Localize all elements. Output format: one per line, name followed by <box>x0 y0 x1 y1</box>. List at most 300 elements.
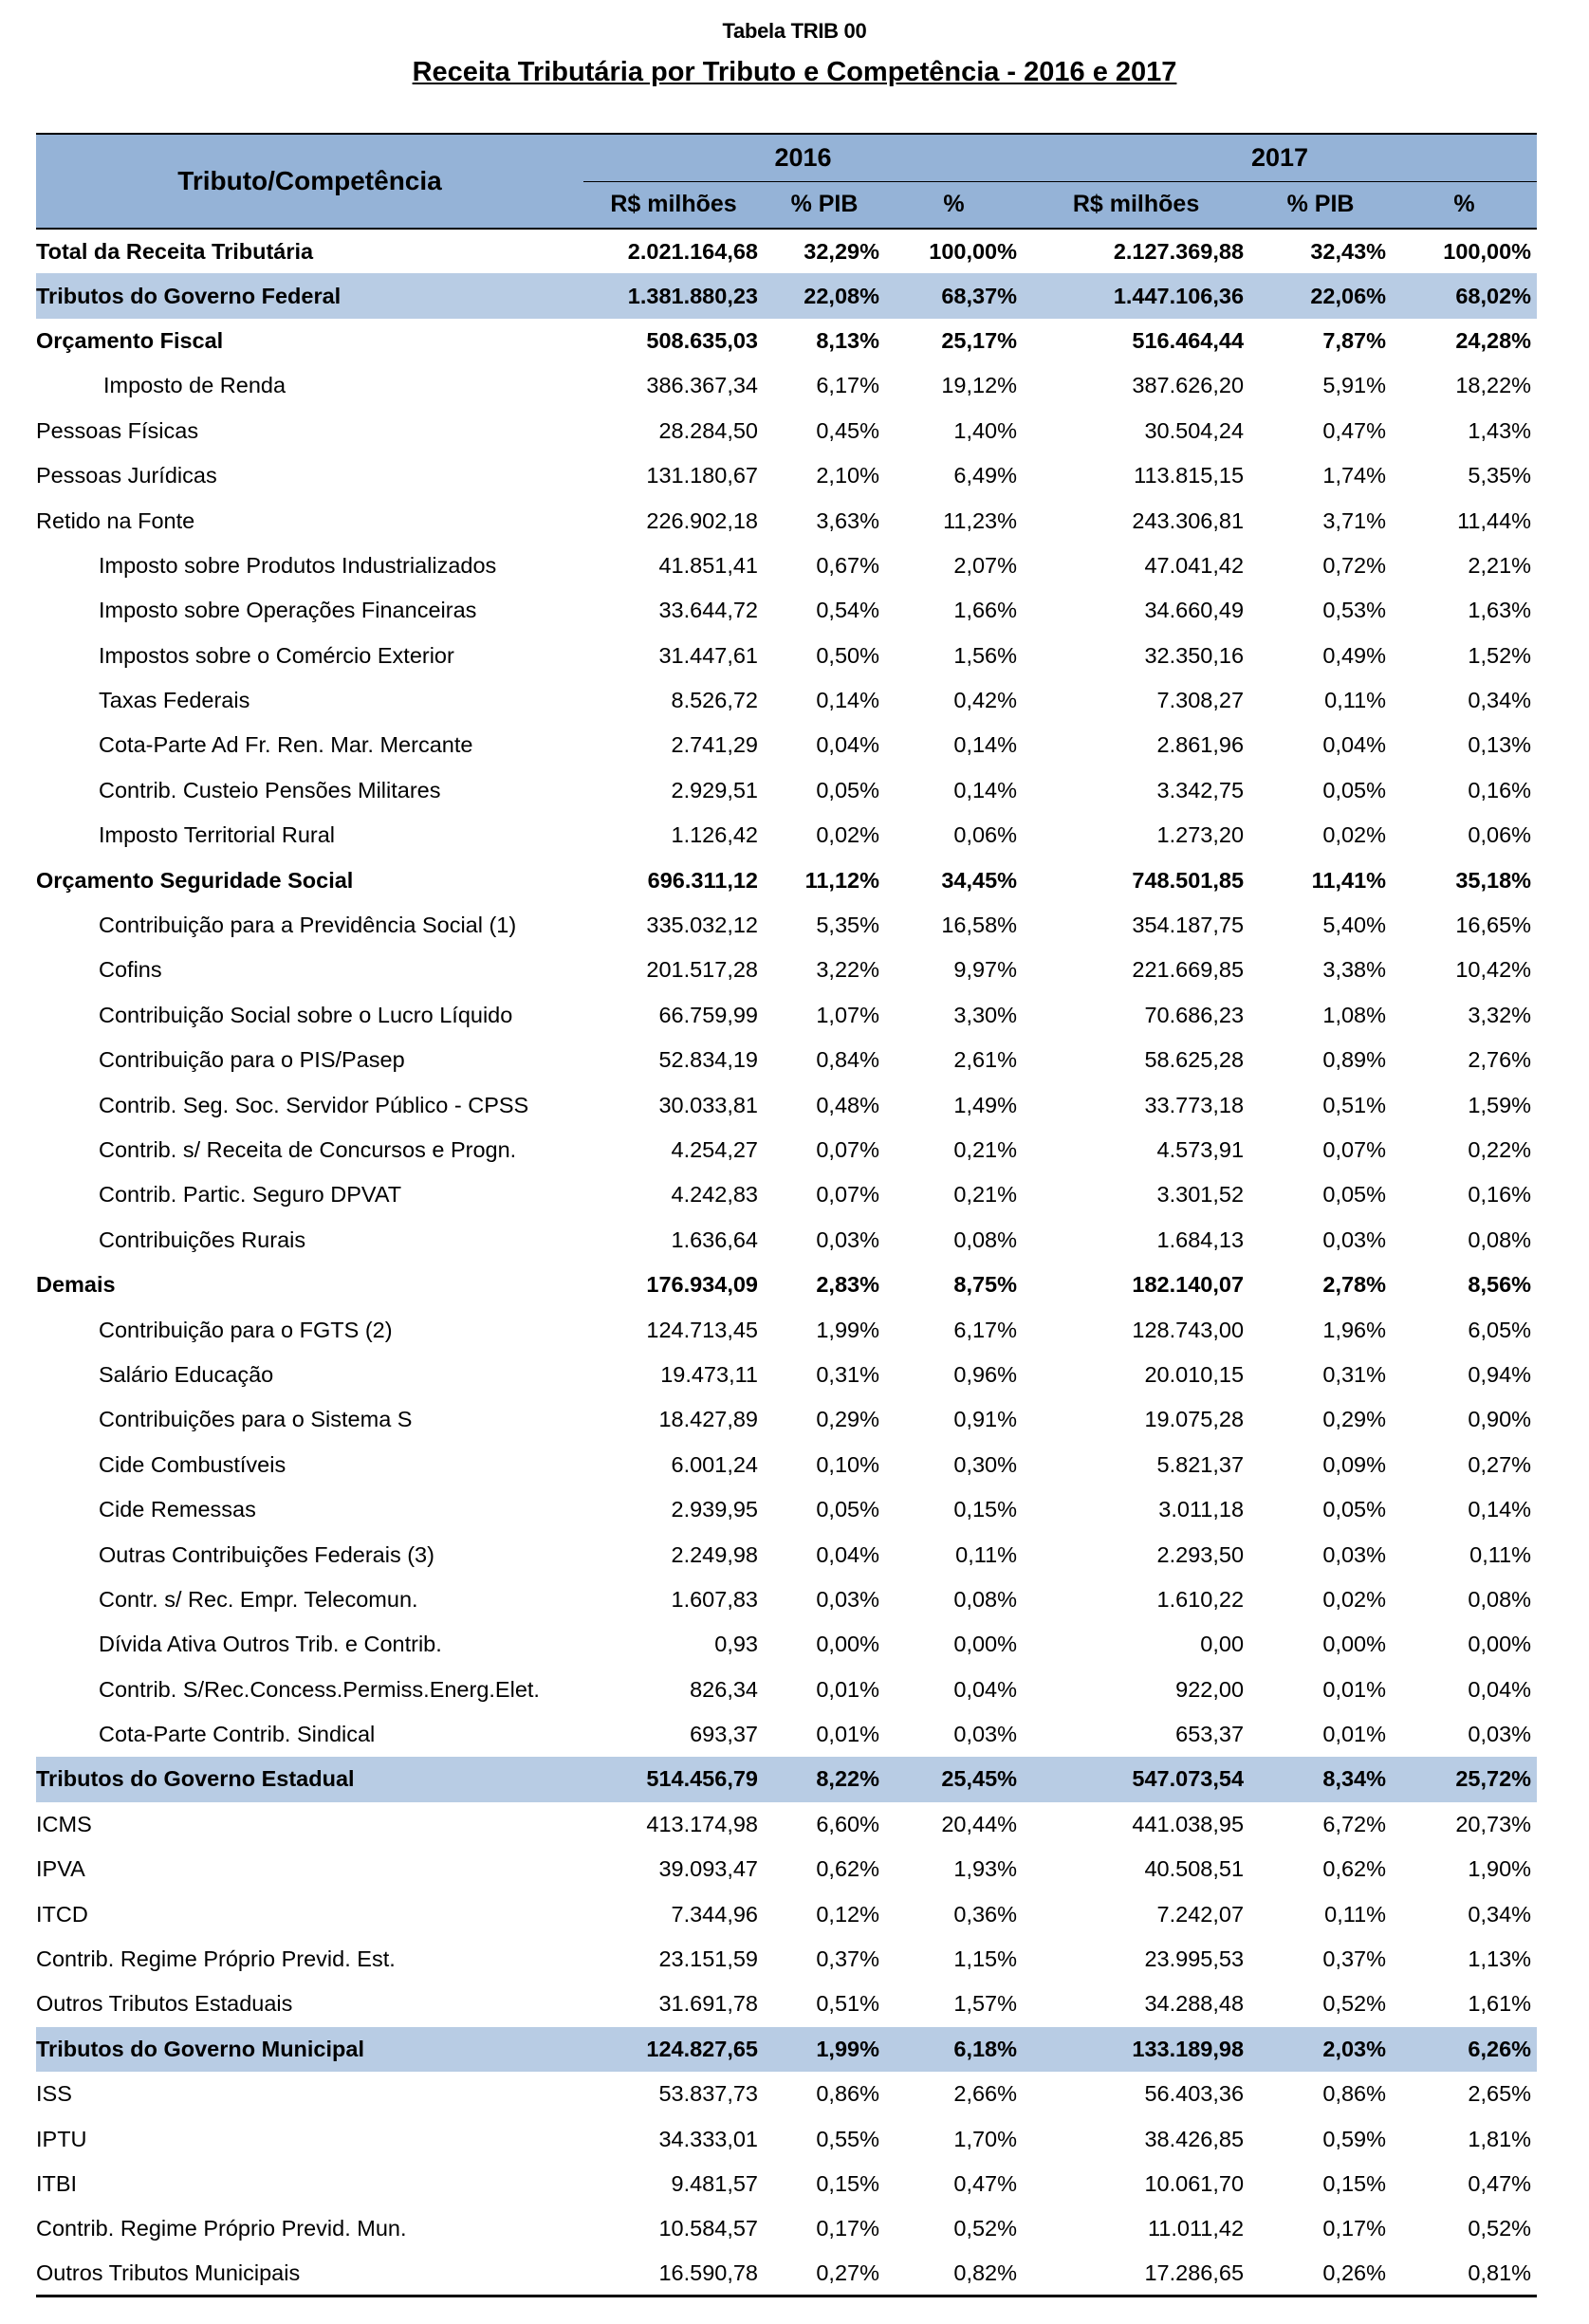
cell-value: 0,52% <box>1468 2216 1532 2241</box>
cell-value: 0,05% <box>816 777 879 802</box>
table-row <box>36 1082 1537 1127</box>
cell-value: 16.590,78 <box>583 2252 764 2296</box>
cell-value: 0,09% <box>1322 1451 1387 1477</box>
cell-value: 2,10% <box>816 463 879 489</box>
cell-value: 0,51% <box>816 1991 879 2017</box>
cell-value: 8,56% <box>1468 1272 1532 1298</box>
cell-value: 0,17% <box>1322 2216 1387 2241</box>
cell-value: 7.242,07 <box>1156 1901 1245 1927</box>
table-row <box>36 2162 1537 2206</box>
cell-value: 0,15% <box>816 2170 879 2196</box>
cell-value: 1,90% <box>1468 1856 1532 1882</box>
table-row <box>36 1712 1537 1757</box>
cell-value: 34.333,01 <box>658 2126 758 2151</box>
row-label: IPTU <box>36 2126 87 2151</box>
cell-value: 0,34% <box>1468 1901 1532 1927</box>
cell-value: 8,22% <box>764 1757 885 1801</box>
row-label: Taxas Federais <box>99 688 250 713</box>
cell-value: 0,26% <box>1249 2252 1392 2296</box>
cell-value: 22,06% <box>1249 273 1392 318</box>
cell-value: 0,16% <box>1468 1182 1532 1208</box>
cell-value: 1.126,42 <box>671 822 758 848</box>
cell-value: 0,02% <box>1322 1586 1387 1612</box>
cell-value: 387.626,20 <box>1132 373 1245 398</box>
cell-value: 2.939,95 <box>671 1497 758 1522</box>
cell-value: 34,45% <box>941 867 1018 893</box>
row-label: Contr. s/ Rec. Empr. Telecomun. <box>99 1586 418 1612</box>
cell-value: 0,00% <box>953 1632 1018 1657</box>
table-row <box>36 1891 1537 1936</box>
cell-value: 2.861,96 <box>1156 732 1245 758</box>
cell-value: 7,87% <box>1322 327 1387 353</box>
table-row <box>36 858 1537 902</box>
cell-value: 0,90% <box>1468 1407 1532 1432</box>
revenue-table <box>36 133 1537 2297</box>
cell-value: 30.504,24 <box>1144 417 1245 443</box>
cell-value: 1,63% <box>1468 598 1532 623</box>
cell-value: 0,11% <box>1324 688 1387 713</box>
cell-value: 34.288,48 <box>1144 1991 1245 2017</box>
cell-value: 3,63% <box>816 507 879 533</box>
cell-value: 0,89% <box>1322 1047 1387 1073</box>
cell-value: 38.426,85 <box>1144 2126 1245 2151</box>
cell-value: 0,86% <box>816 2081 879 2107</box>
table-row <box>36 723 1537 767</box>
table-row <box>36 1622 1537 1667</box>
cell-value: 0,29% <box>1322 1407 1387 1432</box>
row-label: Cota-Parte Ad Fr. Ren. Mar. Mercante <box>99 732 473 758</box>
table-row <box>36 993 1537 1038</box>
row-label: IPVA <box>36 1856 85 1882</box>
cell-value: 11.011,42 <box>1147 2216 1245 2241</box>
cell-value: 6,05% <box>1468 1317 1532 1342</box>
table-row <box>36 1397 1537 1442</box>
cell-value: 1,57% <box>953 1991 1018 2017</box>
cell-value: 1,96% <box>1322 1317 1387 1342</box>
table-row <box>36 409 1537 453</box>
cell-value: 0,00% <box>1468 1632 1532 1657</box>
row-label: Contrib. Partic. Seguro DPVAT <box>99 1182 402 1208</box>
cell-value: 1.636,64 <box>671 1227 758 1252</box>
row-label: Imposto Territorial Rural <box>99 822 336 848</box>
cell-value: 68,37% <box>885 273 1023 318</box>
cell-value: 0,04% <box>1468 1676 1532 1702</box>
cell-value: 33.773,18 <box>1144 1092 1245 1117</box>
column-header-pib-2017: % PIB <box>1286 191 1355 218</box>
cell-value: 0,15% <box>1322 2170 1387 2196</box>
cell-value: 56.403,36 <box>1144 2081 1245 2107</box>
row-label: Salário Educação <box>99 1361 274 1387</box>
cell-value: 0,10% <box>816 1451 879 1477</box>
cell-value: 0,52% <box>953 2216 1018 2241</box>
table-row <box>36 1172 1537 1217</box>
cell-value: 53.837,73 <box>658 2081 758 2107</box>
row-label: Contribuição para o FGTS (2) <box>99 1317 393 1342</box>
cell-value: 0,00% <box>1322 1632 1387 1657</box>
cell-value: 0,29% <box>816 1407 879 1432</box>
cell-value: 0,14% <box>816 688 879 713</box>
cell-value: 124.713,45 <box>646 1317 758 1342</box>
cell-value: 2.127.369,88 <box>1113 238 1245 264</box>
row-label: ISS <box>36 2081 72 2107</box>
cell-value: 1.273,20 <box>1156 822 1245 848</box>
cell-value: 226.902,18 <box>646 507 758 533</box>
cell-value: 6,18% <box>885 2027 1023 2072</box>
cell-value: 22,08% <box>764 273 885 318</box>
cell-value: 0,34% <box>1468 688 1532 713</box>
cell-value: 0,27% <box>764 2252 885 2296</box>
cell-value: 0,01% <box>816 1722 879 1747</box>
cell-value: 100,00% <box>1443 238 1532 264</box>
cell-value: 16,65% <box>1455 913 1532 938</box>
cell-value: 0,47% <box>1322 417 1387 443</box>
cell-value: 0,05% <box>1322 777 1387 802</box>
cell-value: 2,07% <box>953 552 1018 578</box>
row-label: Tributos do Governo Federal <box>36 273 583 318</box>
row-label: ICMS <box>36 1811 92 1836</box>
cell-value: 1,08% <box>1322 1002 1387 1027</box>
cell-value: 0,36% <box>953 1901 1018 1927</box>
cell-value: 0,47% <box>953 2170 1018 2196</box>
cell-value: 23.151,59 <box>658 1946 758 1972</box>
table-row <box>36 2252 1537 2296</box>
header-row-years <box>36 134 1537 181</box>
cell-value: 0,62% <box>1322 1856 1387 1882</box>
cell-value: 2.929,51 <box>671 777 758 802</box>
cell-value: 2.249,98 <box>671 1541 758 1567</box>
cell-value: 20,44% <box>941 1811 1018 1836</box>
cell-value: 1,52% <box>1468 642 1532 668</box>
cell-value: 124.827,65 <box>583 2027 764 2072</box>
cell-value: 0,81% <box>1392 2252 1537 2296</box>
table-row <box>36 1218 1537 1263</box>
cell-value: 653,37 <box>1175 1722 1245 1747</box>
table-row <box>36 498 1537 543</box>
cell-value: 508.635,03 <box>646 327 758 353</box>
cell-value: 5,35% <box>1468 463 1532 489</box>
cell-value: 0,16% <box>1468 777 1532 802</box>
cell-value: 133.189,98 <box>1023 2027 1249 2072</box>
cell-value: 19,12% <box>941 373 1018 398</box>
row-label: Contribuição Social sobre o Lucro Líquido <box>99 1002 513 1027</box>
table-row <box>36 1038 1537 1082</box>
cell-value: 10.584,57 <box>658 2216 758 2241</box>
row-label: Cofins <box>99 957 162 983</box>
cell-value: 3.342,75 <box>1156 777 1245 802</box>
cell-value: 25,17% <box>941 327 1018 353</box>
cell-value: 0,82% <box>885 2252 1023 2296</box>
cell-value: 516.464,44 <box>1132 327 1245 353</box>
cell-value: 0,21% <box>953 1182 1018 1208</box>
cell-value: 0,14% <box>1468 1497 1532 1522</box>
cell-value: 201.517,28 <box>646 957 758 983</box>
cell-value: 0,53% <box>1322 598 1387 623</box>
cell-value: 696.311,12 <box>647 867 758 893</box>
row-label: Contrib. Seg. Soc. Servidor Público - CPSS <box>99 1092 529 1117</box>
table-body <box>36 229 1537 2296</box>
cell-value: 0,01% <box>1322 1676 1387 1702</box>
cell-value: 17.286,65 <box>1023 2252 1249 2296</box>
table-row <box>36 768 1537 813</box>
cell-value: 3,22% <box>816 957 879 983</box>
cell-value: 0,45% <box>816 417 879 443</box>
cell-value: 2,61% <box>953 1047 1018 1073</box>
cell-value: 39.093,47 <box>658 1856 758 1882</box>
cell-value: 2.741,29 <box>671 732 758 758</box>
row-label: ITBI <box>36 2170 78 2196</box>
row-label: Contribuições Rurais <box>99 1227 306 1252</box>
cell-value: 0,03% <box>1322 1227 1387 1252</box>
cell-value: 0,22% <box>1468 1137 1532 1162</box>
cell-value: 0,50% <box>816 642 879 668</box>
cell-value: 1,99% <box>764 2027 885 2072</box>
row-label: Tributos do Governo Estadual <box>36 1757 583 1801</box>
page-title: Receita Tributária por Tributo e Competência - 2016 e 2017 <box>412 57 1177 87</box>
row-label: Pessoas Jurídicas <box>36 463 217 489</box>
table-row <box>36 1668 1537 1712</box>
cell-value: 0,03% <box>816 1586 879 1612</box>
cell-value: 0,11% <box>955 1541 1018 1567</box>
cell-value: 23.995,53 <box>1144 1946 1245 1972</box>
cell-value: 1,13% <box>1468 1946 1532 1972</box>
cell-value: 693,37 <box>690 1722 758 1747</box>
row-label: ITCD <box>36 1901 88 1927</box>
cell-value: 0,96% <box>953 1361 1018 1387</box>
cell-value: 0,04% <box>816 732 879 758</box>
cell-value: 0,08% <box>1468 1227 1532 1252</box>
table-row <box>36 1802 1537 1847</box>
cell-value: 0,48% <box>816 1092 879 1117</box>
cell-value: 0,03% <box>1322 1541 1387 1567</box>
cell-value: 16,58% <box>941 913 1018 938</box>
cell-value: 176.934,09 <box>646 1272 758 1298</box>
cell-value: 2,78% <box>1322 1272 1387 1298</box>
cell-value: 47.041,42 <box>1144 552 1245 578</box>
cell-value: 33.644,72 <box>658 598 758 623</box>
cell-value: 413.174,98 <box>646 1811 758 1836</box>
cell-value: 0,00 <box>1200 1632 1245 1657</box>
table-row <box>36 588 1537 633</box>
cell-value: 1,61% <box>1468 1991 1532 2017</box>
cell-value: 1,99% <box>816 1317 879 1342</box>
cell-value: 4.254,27 <box>671 1137 758 1162</box>
cell-value: 5,91% <box>1322 373 1387 398</box>
cell-value: 0,37% <box>1322 1946 1387 1972</box>
cell-value: 3,71% <box>1322 507 1387 533</box>
cell-value: 20,73% <box>1455 1811 1532 1836</box>
row-label: Pessoas Físicas <box>36 417 199 443</box>
cell-value: 922,00 <box>1175 1676 1245 1702</box>
cell-value: 0,06% <box>1468 822 1532 848</box>
cell-value: 0,17% <box>816 2216 879 2241</box>
cell-value: 7.344,96 <box>671 1901 758 1927</box>
column-header-pib-2016: % PIB <box>790 191 859 218</box>
cell-value: 0,31% <box>1322 1361 1387 1387</box>
table-row <box>36 1487 1537 1532</box>
cell-value: 9,97% <box>953 957 1018 983</box>
cell-value: 68,02% <box>1392 273 1537 318</box>
row-label: Outras Contribuições Federais (3) <box>99 1541 434 1567</box>
row-label: Contribuições para o Sistema S <box>99 1407 413 1432</box>
table-row <box>36 813 1537 858</box>
table-row <box>36 1937 1537 1982</box>
cell-value: 0,37% <box>816 1946 879 1972</box>
row-label: Impostos sobre o Comércio Exterior <box>99 642 454 668</box>
table-row <box>36 634 1537 678</box>
cell-value: 0,08% <box>1468 1586 1532 1612</box>
cell-value: 0,62% <box>816 1856 879 1882</box>
cell-value: 0,07% <box>816 1137 879 1162</box>
cell-value: 6,17% <box>816 373 879 398</box>
row-label: Cide Remessas <box>99 1497 256 1522</box>
cell-value: 6.001,24 <box>671 1451 758 1477</box>
cell-value: 0,03% <box>953 1722 1018 1747</box>
cell-value: 0,07% <box>1322 1137 1387 1162</box>
cell-value: 10,42% <box>1455 957 1532 983</box>
cell-value: 1,93% <box>953 1856 1018 1882</box>
cell-value: 335.032,12 <box>646 913 758 938</box>
cell-value: 52.834,19 <box>658 1047 758 1073</box>
cell-value: 0,05% <box>816 1497 879 1522</box>
cell-value: 131.180,67 <box>646 463 758 489</box>
cell-value: 1.610,22 <box>1156 1586 1245 1612</box>
table-row <box>36 1263 1537 1307</box>
cell-value: 0,52% <box>1322 1991 1387 2017</box>
cell-value: 0,15% <box>953 1497 1018 1522</box>
row-label: Imposto de Renda <box>103 373 286 398</box>
cell-value: 2,83% <box>816 1272 879 1298</box>
cell-value: 441.038,95 <box>1132 1811 1245 1836</box>
column-header-tributo: Tributo/Competência <box>177 166 442 195</box>
table-row <box>36 2206 1537 2251</box>
cell-value: 0,42% <box>953 688 1018 713</box>
cell-value: 3,38% <box>1322 957 1387 983</box>
cell-value: 20.010,15 <box>1144 1361 1245 1387</box>
cell-value: 0,49% <box>1322 642 1387 668</box>
cell-value: 0,91% <box>953 1407 1018 1432</box>
cell-value: 0,04% <box>816 1541 879 1567</box>
row-label: Tributos do Governo Municipal <box>36 2027 583 2072</box>
row-label: Imposto sobre Produtos Industrializados <box>99 552 497 578</box>
table-row <box>36 2116 1537 2161</box>
cell-value: 6,72% <box>1322 1811 1387 1836</box>
cell-value: 0,30% <box>953 1451 1018 1477</box>
cell-value: 34.660,49 <box>1144 598 1245 623</box>
table-row <box>36 1577 1537 1622</box>
cell-value: 32,29% <box>804 238 879 264</box>
cell-value: 0,08% <box>953 1586 1018 1612</box>
row-label: Imposto sobre Operações Financeiras <box>99 598 477 623</box>
cell-value: 0,11% <box>1469 1541 1532 1567</box>
cell-value: 70.686,23 <box>1144 1002 1245 1027</box>
cell-value: 113.815,15 <box>1134 463 1245 489</box>
cell-value: 66.759,99 <box>658 1002 758 1027</box>
table-row <box>36 453 1537 498</box>
cell-value: 0,72% <box>1322 552 1387 578</box>
table-row <box>36 948 1537 992</box>
cell-value: 2.293,50 <box>1156 1541 1245 1567</box>
cell-value: 31.691,78 <box>658 1991 758 2017</box>
row-label: Contrib. S/Rec.Concess.Permiss.Energ.Elet. <box>99 1676 540 1702</box>
cell-value: 1.684,13 <box>1156 1227 1245 1252</box>
cell-value: 1,07% <box>816 1002 879 1027</box>
cell-value: 6,17% <box>953 1317 1018 1342</box>
row-label: Contribuição para a Previdência Social (1) <box>99 913 517 938</box>
cell-value: 0,08% <box>953 1227 1018 1252</box>
row-label: Outros Tributos Municipais <box>36 2252 583 2296</box>
cell-value: 2.021.164,68 <box>627 238 758 264</box>
table-row <box>36 1847 1537 1891</box>
cell-value: 8,34% <box>1249 1757 1392 1801</box>
cell-value: 0,51% <box>1322 1092 1387 1117</box>
table-row <box>36 229 1537 273</box>
column-header-year-2016: 2016 <box>583 134 1023 181</box>
cell-value: 2,76% <box>1468 1047 1532 1073</box>
cell-value: 0,86% <box>1322 2081 1387 2107</box>
cell-value: 1,49% <box>953 1092 1018 1117</box>
row-label: Demais <box>36 1272 116 1298</box>
row-label: Contrib. Regime Próprio Previd. Mun. <box>36 2216 407 2241</box>
row-label: Outros Tributos Estaduais <box>36 1991 293 2017</box>
cell-value: 0,14% <box>953 732 1018 758</box>
table-row <box>36 1128 1537 1172</box>
table-row <box>36 2072 1537 2116</box>
cell-value: 0,54% <box>816 598 879 623</box>
cell-value: 243.306,81 <box>1132 507 1245 533</box>
cell-value: 1,56% <box>953 642 1018 668</box>
cell-value: 0,06% <box>953 822 1018 848</box>
table-row <box>36 1443 1537 1487</box>
cell-value: 3.301,52 <box>1156 1182 1245 1208</box>
cell-value: 2,03% <box>1249 2027 1392 2072</box>
cell-value: 9.481,57 <box>671 2170 758 2196</box>
row-label: Orçamento Fiscal <box>36 327 224 353</box>
cell-value: 0,11% <box>1324 1901 1387 1927</box>
cell-value: 1.447.106,36 <box>1023 273 1249 318</box>
cell-value: 30.033,81 <box>658 1092 758 1117</box>
row-label: Contribuição para o PIS/Pasep <box>99 1047 405 1073</box>
cell-value: 0,01% <box>1322 1722 1387 1747</box>
cell-value: 0,03% <box>1468 1722 1532 1747</box>
column-header-rs-milhoes-2016: R$ milhões <box>610 191 737 218</box>
cell-value: 354.187,75 <box>1132 913 1245 938</box>
cell-value: 2,65% <box>1468 2081 1532 2107</box>
table-row <box>36 1532 1537 1577</box>
cell-value: 28.284,50 <box>658 417 758 443</box>
cell-value: 8.526,72 <box>671 688 758 713</box>
column-header-pct-2016: % <box>943 191 965 218</box>
cell-value: 5,40% <box>1322 913 1387 938</box>
table-label: Tabela TRIB 00 <box>722 19 867 43</box>
row-label: Cota-Parte Contrib. Sindical <box>99 1722 376 1747</box>
cell-value: 386.367,34 <box>646 373 758 398</box>
cell-value: 8,75% <box>953 1272 1018 1298</box>
cell-value: 5,35% <box>816 913 879 938</box>
cell-value: 0,47% <box>1468 2170 1532 2196</box>
cell-value: 4.242,83 <box>671 1182 758 1208</box>
cell-value: 0,67% <box>816 552 879 578</box>
cell-value: 1,74% <box>1322 463 1387 489</box>
table-row <box>36 273 1537 318</box>
cell-value: 5.821,37 <box>1156 1451 1245 1477</box>
cell-value: 0,12% <box>816 1901 879 1927</box>
cell-value: 0,01% <box>816 1676 879 1702</box>
row-label: Contrib. Regime Próprio Previd. Est. <box>36 1946 396 1972</box>
cell-value: 0,84% <box>816 1047 879 1073</box>
cell-value: 31.447,61 <box>658 642 758 668</box>
cell-value: 100,00% <box>929 238 1018 264</box>
cell-value: 182.140,07 <box>1132 1272 1245 1298</box>
